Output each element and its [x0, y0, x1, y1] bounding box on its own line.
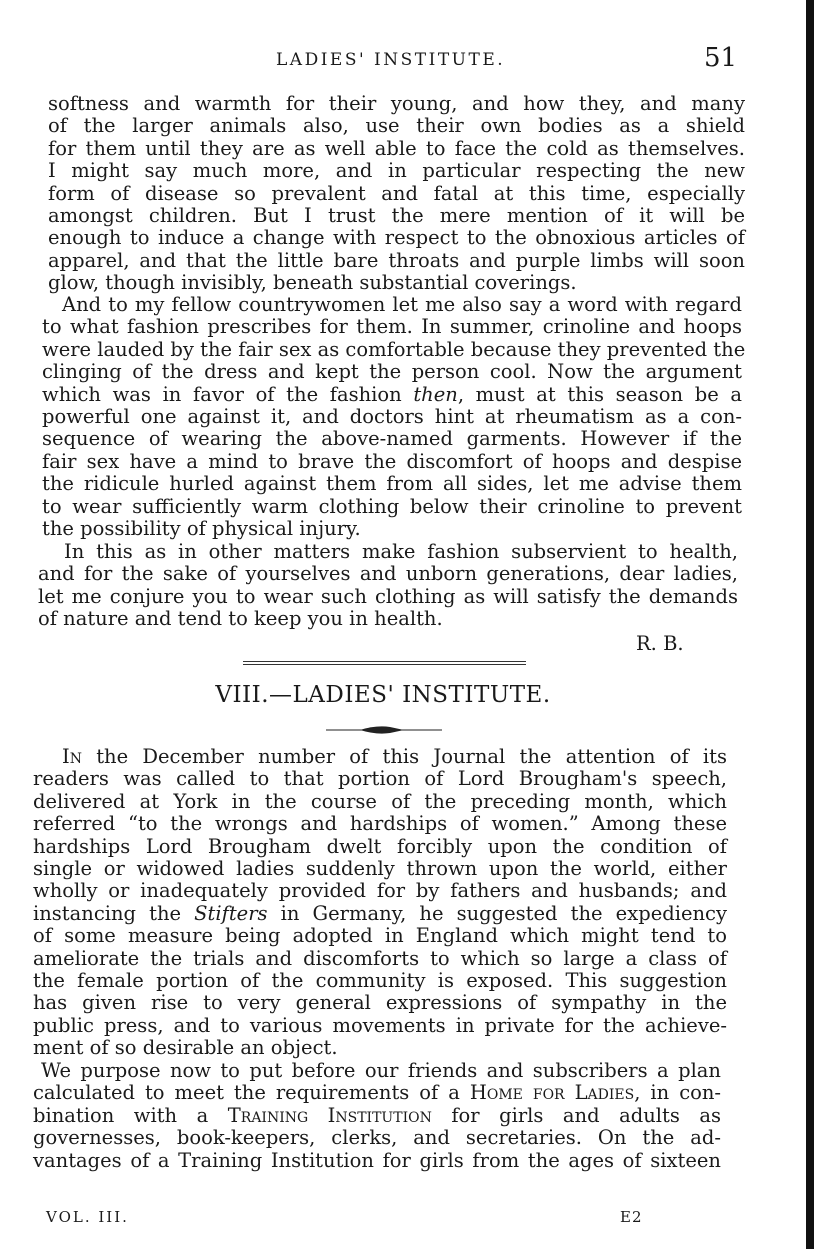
page-edge	[806, 0, 814, 1249]
section-heading-text: VIII.—LADIES' INSTITUTE.	[215, 682, 551, 708]
text-line: amongst children. But I trust the mere mention of it will be	[48, 203, 745, 227]
text-line: bination with a Training Institution for girls and adults as	[33, 1103, 721, 1127]
text-line: glow, though invisibly, beneath substantial coverings.	[48, 271, 577, 295]
text-line: softness and warmth for their young, and how they, and many	[48, 92, 745, 115]
emphasis-stifters: Stifters	[194, 901, 268, 925]
text-line: single or widowed ladies suddenly thrown upon the world, either	[33, 856, 727, 880]
page-footer	[0, 1208, 814, 1230]
text-line: clinging of the dress and kept the person cool. Now the argument	[42, 360, 742, 384]
text-line: I might say much more, and in particular respecting the new	[48, 159, 745, 183]
text-line: of the larger animals also, use their own bodies as a shield	[48, 114, 745, 138]
small-caps-term: Home for Ladies	[469, 1081, 635, 1105]
text-line: calculated to meet the requirements of a Home for Ladies, in con-	[33, 1081, 721, 1105]
text-line: governesses, book-keepers, clerks, and secretaries. On the ad-	[33, 1126, 721, 1150]
text-line: instancing the Stifters in Germany, he suggested the expediency	[33, 901, 727, 925]
text-line: apparel, and that the little bare throats and purple limbs will soon	[48, 248, 745, 272]
article-one-paragraph-1	[48, 93, 745, 295]
text-line: the possibility of physical injury.	[42, 516, 361, 540]
text-line: to wear sufficiently warm clothing below their crinoline to prevent	[42, 494, 742, 518]
text-line: for them until they are as well able to face the cold as themselves.	[48, 136, 745, 160]
text-line: powerful one against it, and doctors hint at rheumatism as a con-	[42, 404, 742, 428]
text-line: public press, and to various movements in private for the achieve-	[33, 1013, 727, 1037]
text-line: referred “to the wrongs and hardships of women.” Among these	[33, 812, 727, 836]
text-line: readers was called to that portion of Lord Brougham's speech,	[33, 767, 727, 791]
text-line: enough to induce a change with respect to the obnoxious articles of	[48, 226, 745, 250]
text-line: to what fashion prescribes for them. In summer, crinoline and hoops	[42, 315, 742, 339]
emphasis-then: then	[413, 382, 458, 406]
text-line: fair sex have a mind to brave the discomfort of hoops and despise	[42, 449, 742, 473]
text-line: ameliorate the trials and discomforts to which so large a class of	[33, 946, 727, 970]
author-signature: R. B.	[636, 632, 684, 655]
text-line: let me conjure you to wear such clothing as will satisfy the demands	[38, 584, 738, 608]
text-line: wholly or inadequately provided for by fathers and husbands; and	[33, 879, 727, 903]
section-divider	[243, 661, 526, 662]
text-line: And to my fellow countrywomen let me also say a word with regard	[62, 293, 742, 316]
text-line: hardships Lord Brougham dwelt forcibly upon the condition of	[33, 834, 727, 858]
text-line: delivered at York in the course of the preceding month, which	[33, 789, 727, 813]
printer-signature-mark: E2	[620, 1208, 643, 1226]
text-line: has given rise to very general expressions of sympathy in the	[33, 991, 727, 1015]
text-line: of nature and tend to keep you in health.	[38, 607, 443, 631]
text-line: the female portion of the community is exposed. This suggestion	[33, 968, 727, 992]
drop-word: In	[62, 745, 82, 768]
article-one-paragraph-3	[38, 541, 738, 631]
section-heading	[0, 682, 814, 708]
text-line: In this as in other matters make fashion subservient to health,	[64, 540, 738, 563]
text-line: ment of so desirable an object.	[33, 1036, 338, 1060]
text-line: vantages of a Training Institution for girls from the ages of sixteen	[33, 1148, 721, 1172]
text-line: and for the sake of yourselves and unborn generations, dear ladies,	[38, 562, 738, 586]
ornament-icon	[324, 722, 444, 738]
volume-mark: VOL. III.	[46, 1208, 129, 1226]
article-one-paragraph-2	[42, 293, 746, 540]
running-head: LADIES' INSTITUTE.	[276, 50, 506, 70]
text-line: We purpose now to put before our friends and subscribers a plan	[41, 1059, 721, 1082]
text-line: which was in favor of the fashion then, must at this season be a	[42, 382, 743, 406]
text-line: In the December number of this Journal the attention of its	[62, 745, 727, 768]
text-line: form of disease so prevalent and fatal at this time, especially	[48, 181, 745, 205]
small-caps-term: Training Institution	[227, 1103, 432, 1127]
article-two-paragraph-2	[33, 1060, 721, 1172]
article-two-paragraph-1	[33, 746, 727, 1059]
page-number: 51	[704, 43, 738, 73]
text-line: sequence of wearing the above-named garments. However if the	[42, 427, 742, 451]
text-line: the ridicule hurled against them from all sides, let me advise them	[42, 472, 742, 496]
text-line: of some measure being adopted in England which might tend to	[33, 924, 727, 948]
section-divider	[243, 664, 526, 665]
text-line: were lauded by the fair sex as comfortable because they prevented the	[42, 337, 746, 361]
page-header	[0, 43, 814, 78]
